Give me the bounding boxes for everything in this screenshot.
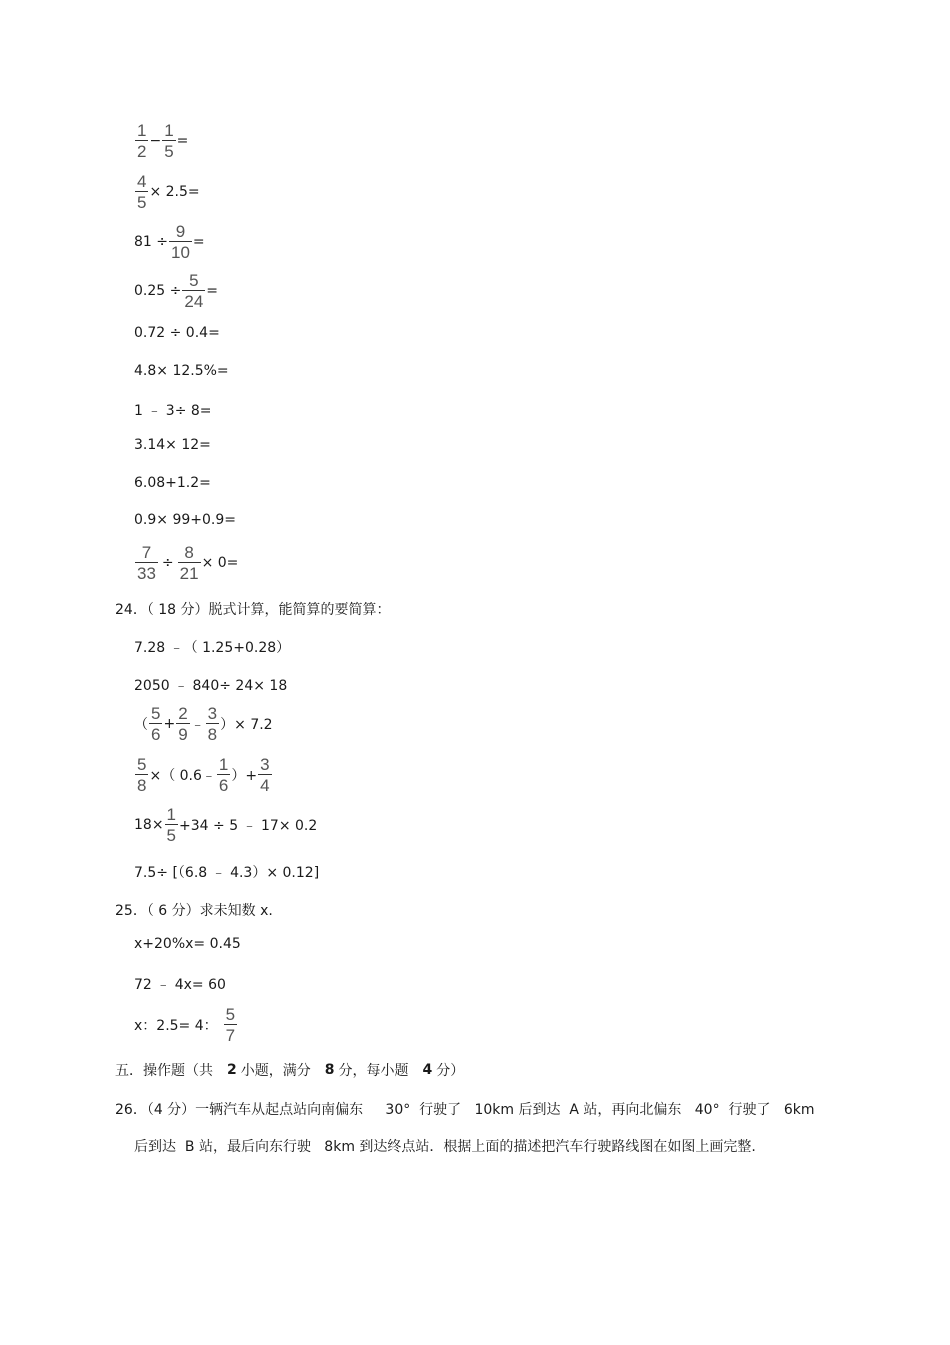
fraction: $\frac{1}{5}$ [164,121,174,161]
oral-problem-3: 81 ÷ $\frac{9}{10}$ = [134,222,205,262]
q24-expression-6: 7.5÷ [（6.8 ﹣ 4.3）× 0.12] [134,865,320,881]
fraction: $\frac{5}{6}$ [151,704,161,744]
q25-equation-1: x+20%x= 0.45 [134,936,241,952]
oral-problem-1: $\frac{1}{2}$ − $\frac{1}{5}$ = [137,121,189,161]
fraction: $\frac{5}{7}$ [225,1005,236,1045]
question-26-line-1: 26．（4 分）一辆汽车从起点站向南偏东 30° 行驶了 10km 后到达 A 站，再向北偏东 40° 行驶了 6km [115,1102,815,1118]
q24-expression-3: （ $\frac{5}{6}$ + $\frac{2}{9}$ ﹣ $\frac{3}{8}$ ）× 7.2 [134,704,273,744]
section-5-heading: 五．操作题（共 2 小题，满分 8 分，每小题 4 分） [115,1062,465,1079]
fraction: $\frac{5}{24}$ [184,271,204,311]
oral-problem-11: $\frac{7}{33}$ ÷ $\frac{8}{21}$ × 0= [137,543,239,583]
fraction: $\frac{3}{8}$ [207,704,218,744]
fraction: $\frac{7}{33}$ [137,543,156,583]
fraction: $\frac{1}{6}$ [218,755,229,795]
oral-problem-6: 4.8× 12.5%= [134,363,229,379]
q24-expression-5: 18× $\frac{1}{5}$ +34 ÷ 5 ﹣ 17× 0.2 [134,805,318,845]
fraction: $\frac{2}{9}$ [178,704,188,744]
fraction: $\frac{4}{5}$ [137,172,147,212]
q25-equation-2: 72 ﹣ 4x= 60 [134,977,226,993]
q24-expression-4: $\frac{5}{8}$ ×（ 0.6﹣ $\frac{1}{6}$ ）+ $\frac{3}{4}$ [137,755,270,795]
oral-problem-7: 1 ﹣ 3÷ 8= [134,403,212,419]
oral-problem-8: 3.14× 12= [134,437,211,453]
fraction: $\frac{8}{21}$ [179,543,199,583]
q24-expression-1: 7.28 ﹣（ 1.25+0.28） [134,640,291,656]
oral-problem-9: 6.08+1.2= [134,475,211,491]
question-24-heading: 24．（ 18 分）脱式计算，能简算的要简算： [115,602,391,618]
fraction: $\frac{1}{2}$ [137,121,147,161]
oral-problem-2: $\frac{4}{5}$ × 2.5= [137,172,200,212]
fraction: $\frac{3}{4}$ [260,755,270,795]
q24-expression-2: 2050 ﹣ 840÷ 24× 18 [134,678,288,694]
fraction: $\frac{1}{5}$ [166,805,177,845]
fraction: $\frac{9}{10}$ [171,222,190,262]
fraction: $\frac{5}{8}$ [137,755,147,795]
oral-problem-5: 0.72 ÷ 0.4= [134,325,220,341]
question-25-heading: 25．（ 6 分）求未知数 x. [115,903,273,919]
q25-equation-3: x：2.5= 4： $\frac{5}{7}$ [134,1005,236,1045]
question-26-line-2: 后到达 B 站，最后向东行驶 8km 到达终点站．根据上面的描述把汽车行驶路线图在如图上画完整. [134,1139,756,1155]
oral-problem-4: 0.25 ÷ $\frac{5}{24}$ = [134,271,219,311]
oral-problem-10: 0.9× 99+0.9= [134,512,236,528]
